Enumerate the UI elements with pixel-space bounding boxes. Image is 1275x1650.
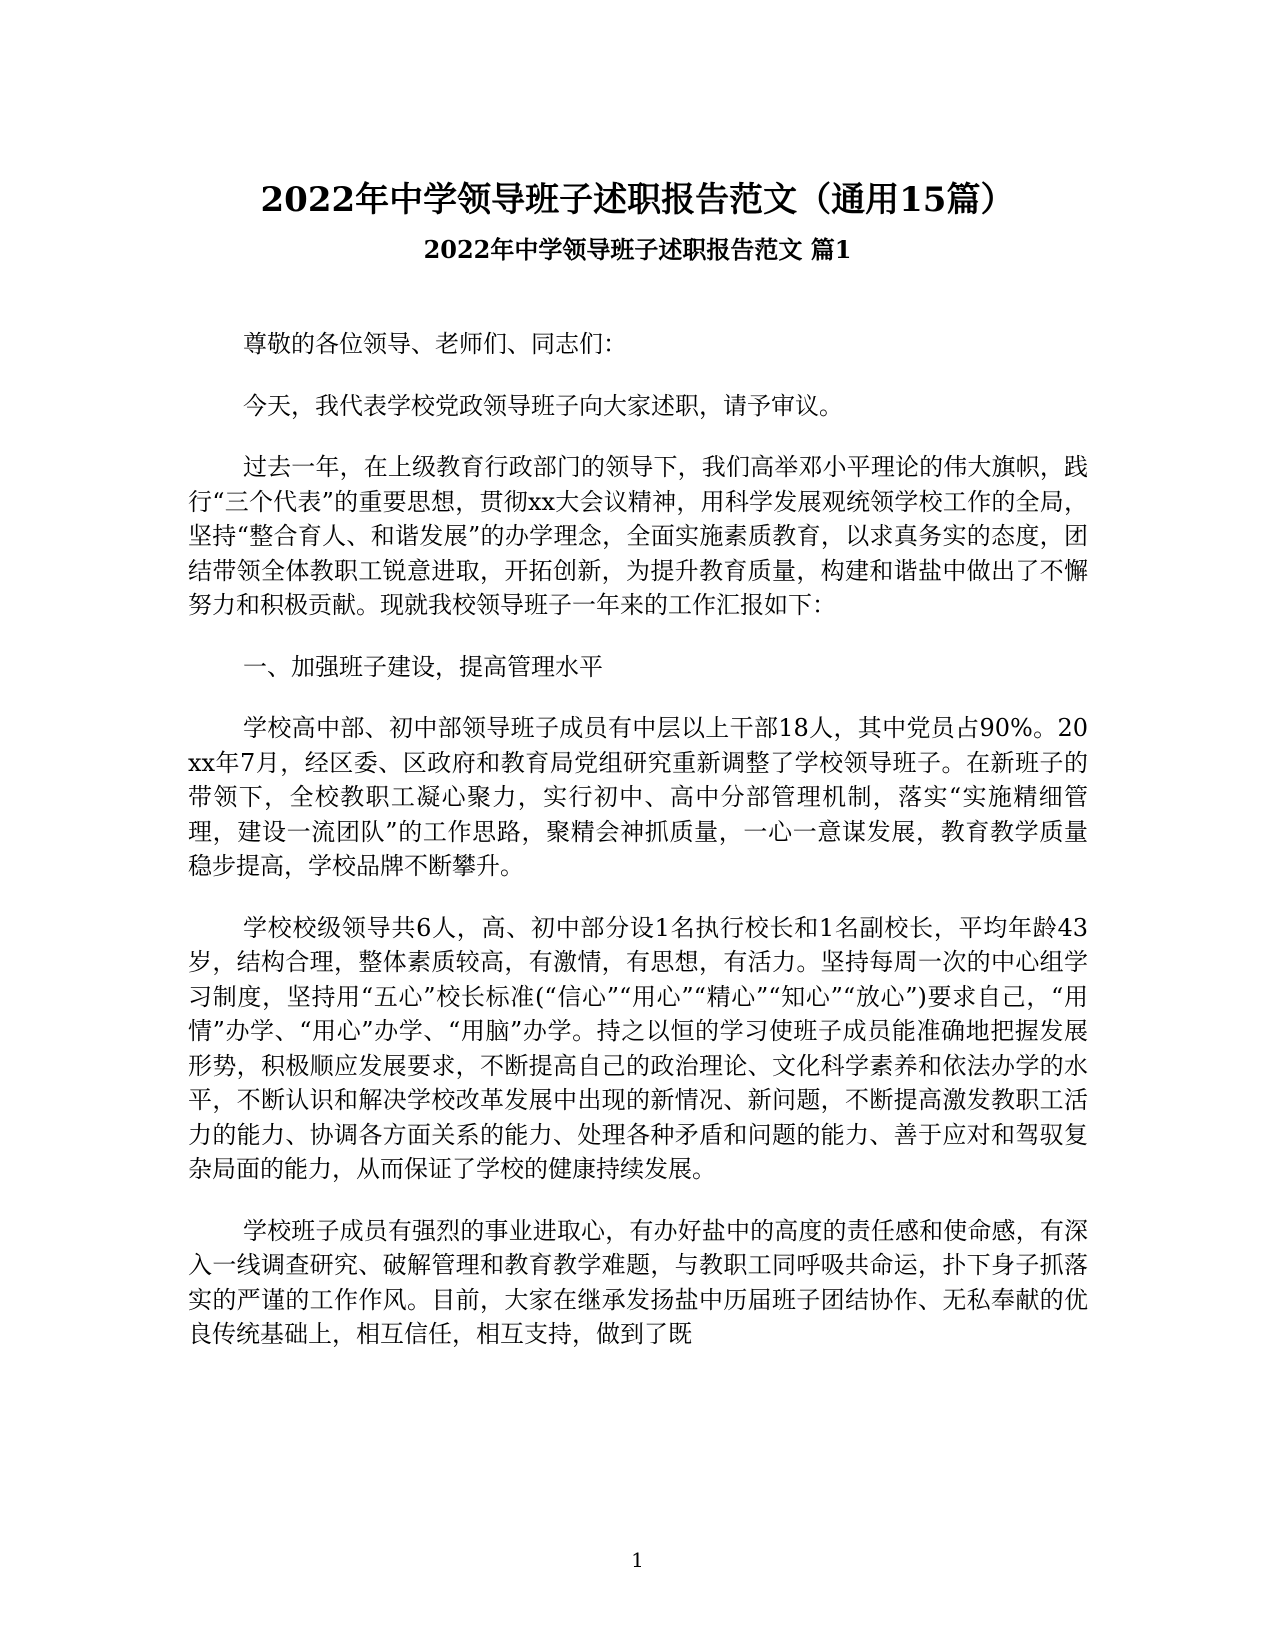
body-paragraph: 过去一年，在上级教育行政部门的领导下，我们高举邓小平理论的伟大旗帜，践行“三个代表”的重要思想，贯彻xx大会议精神，用科学发展观统领学校工作的全局，坚持“整合育人、和谐发展”的办学理念，全面实施素质教育，以求真务实的态度，团结带领全体教职工锐意进取，开拓创新，为提升教育质量，构建和谐盐中做出了不懈努力和积极贡献。现就我校领导班子一年来的工作汇报如下： — [188, 453, 1088, 619]
body-paragraph: 学校高中部、初中部领导班子成员有中层以上干部18人，其中党员占90%。20xx年7月，经区委、区政府和教育局党组研究重新调整了学校领导班子。在新班子的带领下，全校教职工凝心聚力，实行初中、高中分部管理机制，落实“实施精细管理，建设一流团队”的工作思路，聚精会神抓质量，一心一意谋发展，教育教学质量稳步提高，学校品牌不断攀升。 — [188, 714, 1088, 880]
subsection-heading: 一、加强班子建设，提高管理水平 — [243, 652, 603, 681]
salutation-paragraph: 尊敬的各位领导、老师们、同志们： — [243, 330, 627, 358]
section-title: 2022年中学领导班子述职报告范文 篇1 — [423, 235, 852, 264]
opening-paragraph: 今天，我代表学校党政领导班子向大家述职，请予审议。 — [243, 391, 843, 420]
document-title: 2022年中学领导班子述职报告范文（通用15篇） — [260, 180, 1015, 220]
body-paragraph: 学校校级领导共6人，高、初中部分设1名执行校长和1名副校长，平均年龄43岁，结构合理，整体素质较高，有激情，有思想，有活力。坚持每周一次的中心组学习制度，坚持用“五心”校长标准(“信心”“用心”“精心”“知心”“放心”)要求自己，“用情”办学、“用心”办学、“用脑”办学。持之以恒的学习使班子成员能准确地把握发展形势，积极顺应发展要求，不断提高自己的政治理论、文化科学素养和依法办学的水平，不断认识和解决学校改革发展中出现的新情况、新问题，不断提高激发教职工活力的能力、协调各方面关系的能力、处理各种矛盾和问题的能力、善于应对和驾驭复杂局面的能力，从而保证了学校的健康持续发展。 — [188, 913, 1088, 1183]
document-body — [188, 327, 1088, 1379]
page-number: 1 — [631, 1548, 644, 1572]
body-paragraph: 学校班子成员有强烈的事业进取心，有办好盐中的高度的责任感和使命感，有深入一线调查研究、破解管理和教育教学难题，与教职工同呼吸共命运，扑下身子抓落实的严谨的工作作风。目前，大家在继承发扬盐中历届班子团结协作、无私奉献的优良传统基础上，相互信任，相互支持，做到了既 — [188, 1216, 1088, 1348]
